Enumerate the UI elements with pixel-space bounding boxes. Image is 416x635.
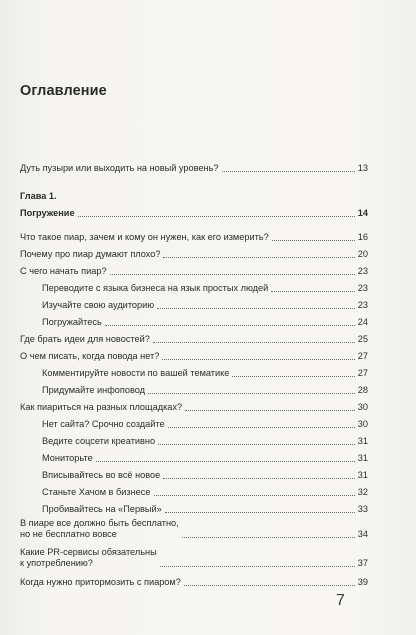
toc-entry-title: Что такое пиар, зачем и кому он нужен, как его измерить? <box>20 232 269 242</box>
toc-entry-title: Станьте Хачом в бизнесе <box>42 487 151 497</box>
toc-entry-title: Где брать идеи для новостей? <box>20 334 150 344</box>
dot-leader <box>184 585 355 586</box>
toc-entry-title: Какие PR-сервисы обязательны к употреблению? <box>20 547 157 568</box>
toc-entry-page: 31 <box>357 453 368 463</box>
toc-subentry[interactable] <box>20 311 368 328</box>
chapter-number: Глава 1. <box>20 191 57 201</box>
toc-subentry[interactable] <box>20 447 368 464</box>
toc-entry[interactable] <box>20 243 368 260</box>
toc-entry-page: 39 <box>357 577 368 587</box>
toc-entry-page: 13 <box>357 163 368 173</box>
dot-leader <box>272 240 355 241</box>
toc-entry-page: 23 <box>357 266 368 276</box>
toc-entry-title: Вписывайтесь во всё новое <box>42 470 161 480</box>
toc-entry-title: Когда нужно притормозить с пиаром? <box>20 577 181 587</box>
dot-leader <box>154 495 355 496</box>
toc-entry-page: 31 <box>357 470 368 480</box>
toc-entry[interactable] <box>20 260 368 277</box>
toc-subentry[interactable] <box>20 430 368 447</box>
table-of-contents <box>20 157 368 588</box>
dot-leader <box>165 512 355 513</box>
toc-entry-title: Ведите соцсети креативно <box>42 436 156 446</box>
dot-leader <box>162 359 354 360</box>
toc-entry[interactable] <box>20 226 368 243</box>
toc-entry-title: О чем писать, когда повода нет? <box>20 351 160 361</box>
toc-entry-title: С чего начать пиар? <box>20 266 107 276</box>
dot-leader <box>185 410 355 411</box>
toc-entry-page: 23 <box>357 283 368 293</box>
toc-entry[interactable] <box>20 571 368 588</box>
toc-entry[interactable] <box>20 547 368 569</box>
dot-leader <box>153 342 355 343</box>
toc-entry-page: 20 <box>357 249 368 259</box>
dot-leader <box>105 325 355 326</box>
toc-subentry[interactable] <box>20 464 368 481</box>
dot-leader <box>157 308 355 309</box>
toc-entry-page: 28 <box>357 385 368 395</box>
toc-entry-title: Нет сайта? Срочно создайте <box>42 419 165 429</box>
toc-entry[interactable] <box>20 328 368 345</box>
toc-entry-page: 14 <box>357 208 368 218</box>
toc-entry-title: Почему про пиар думают плохо? <box>20 249 161 259</box>
dot-leader <box>78 216 355 217</box>
toc-entry-page: 27 <box>357 368 368 378</box>
toc-entry-title: Погружайтесь <box>42 317 102 327</box>
dot-leader <box>163 257 354 258</box>
toc-entry-title: Комментируйте новости по вашей тематике <box>42 368 230 378</box>
toc-entry-page: 31 <box>357 436 368 446</box>
toc-entry[interactable] <box>20 345 368 362</box>
dot-leader <box>160 566 355 567</box>
toc-entry-page: 25 <box>357 334 368 344</box>
page-title: Оглавление <box>20 83 107 99</box>
toc-entry-page: 16 <box>357 232 368 242</box>
toc-entry-page: 27 <box>357 351 368 361</box>
dot-leader <box>148 393 355 394</box>
dot-leader <box>168 427 355 428</box>
dot-leader <box>110 274 355 275</box>
dot-leader <box>271 291 355 292</box>
toc-subentry[interactable] <box>20 277 368 294</box>
toc-entry-title: Мониторьте <box>42 453 93 463</box>
dot-leader <box>158 444 355 445</box>
toc-entry-page: 32 <box>357 487 368 497</box>
toc-entry-title: Дуть пузыри или выходить на новый уровень? <box>20 163 219 173</box>
toc-entry-page: 30 <box>357 419 368 429</box>
toc-entry-page: 24 <box>357 317 368 327</box>
toc-entry[interactable] <box>20 157 368 174</box>
toc-entry-title: Придумайте инфоповод <box>42 385 146 395</box>
toc-subentry[interactable] <box>20 362 368 379</box>
toc-subentry[interactable] <box>20 379 368 396</box>
chapter-label <box>20 190 368 202</box>
toc-entry-page: 33 <box>357 504 368 514</box>
toc-entry-page: 34 <box>357 529 368 539</box>
toc-entry-page: 30 <box>357 402 368 412</box>
toc-entry-title: Как пиариться на разных площадках? <box>20 402 183 412</box>
toc-subentry[interactable] <box>20 294 368 311</box>
toc-entry-page: 23 <box>357 300 368 310</box>
dot-leader <box>96 461 355 462</box>
toc-entry-page: 37 <box>357 558 368 568</box>
toc-entry-title: Переводите с языка бизнеса на язык простых людей <box>42 283 269 293</box>
toc-entry[interactable] <box>20 396 368 413</box>
toc-subentry[interactable] <box>20 481 368 498</box>
toc-subentry[interactable] <box>20 498 368 515</box>
toc-subentry[interactable] <box>20 413 368 430</box>
toc-entry[interactable] <box>20 518 368 540</box>
toc-entry-title: Пробивайтесь на «Первый» <box>42 504 162 514</box>
toc-entry-title: Изучайте свою аудиторию <box>42 300 155 310</box>
dot-leader <box>222 171 355 172</box>
dot-leader <box>232 376 354 377</box>
dot-leader <box>182 537 355 538</box>
dot-leader <box>163 478 355 479</box>
toc-entry-chapter[interactable] <box>20 202 368 219</box>
toc-entry-title: В пиаре все должно быть бесплатно, но не бесплатно вовсе <box>20 518 179 539</box>
page-number: 7 <box>336 592 345 609</box>
toc-entry-title: Погружение <box>20 208 75 218</box>
